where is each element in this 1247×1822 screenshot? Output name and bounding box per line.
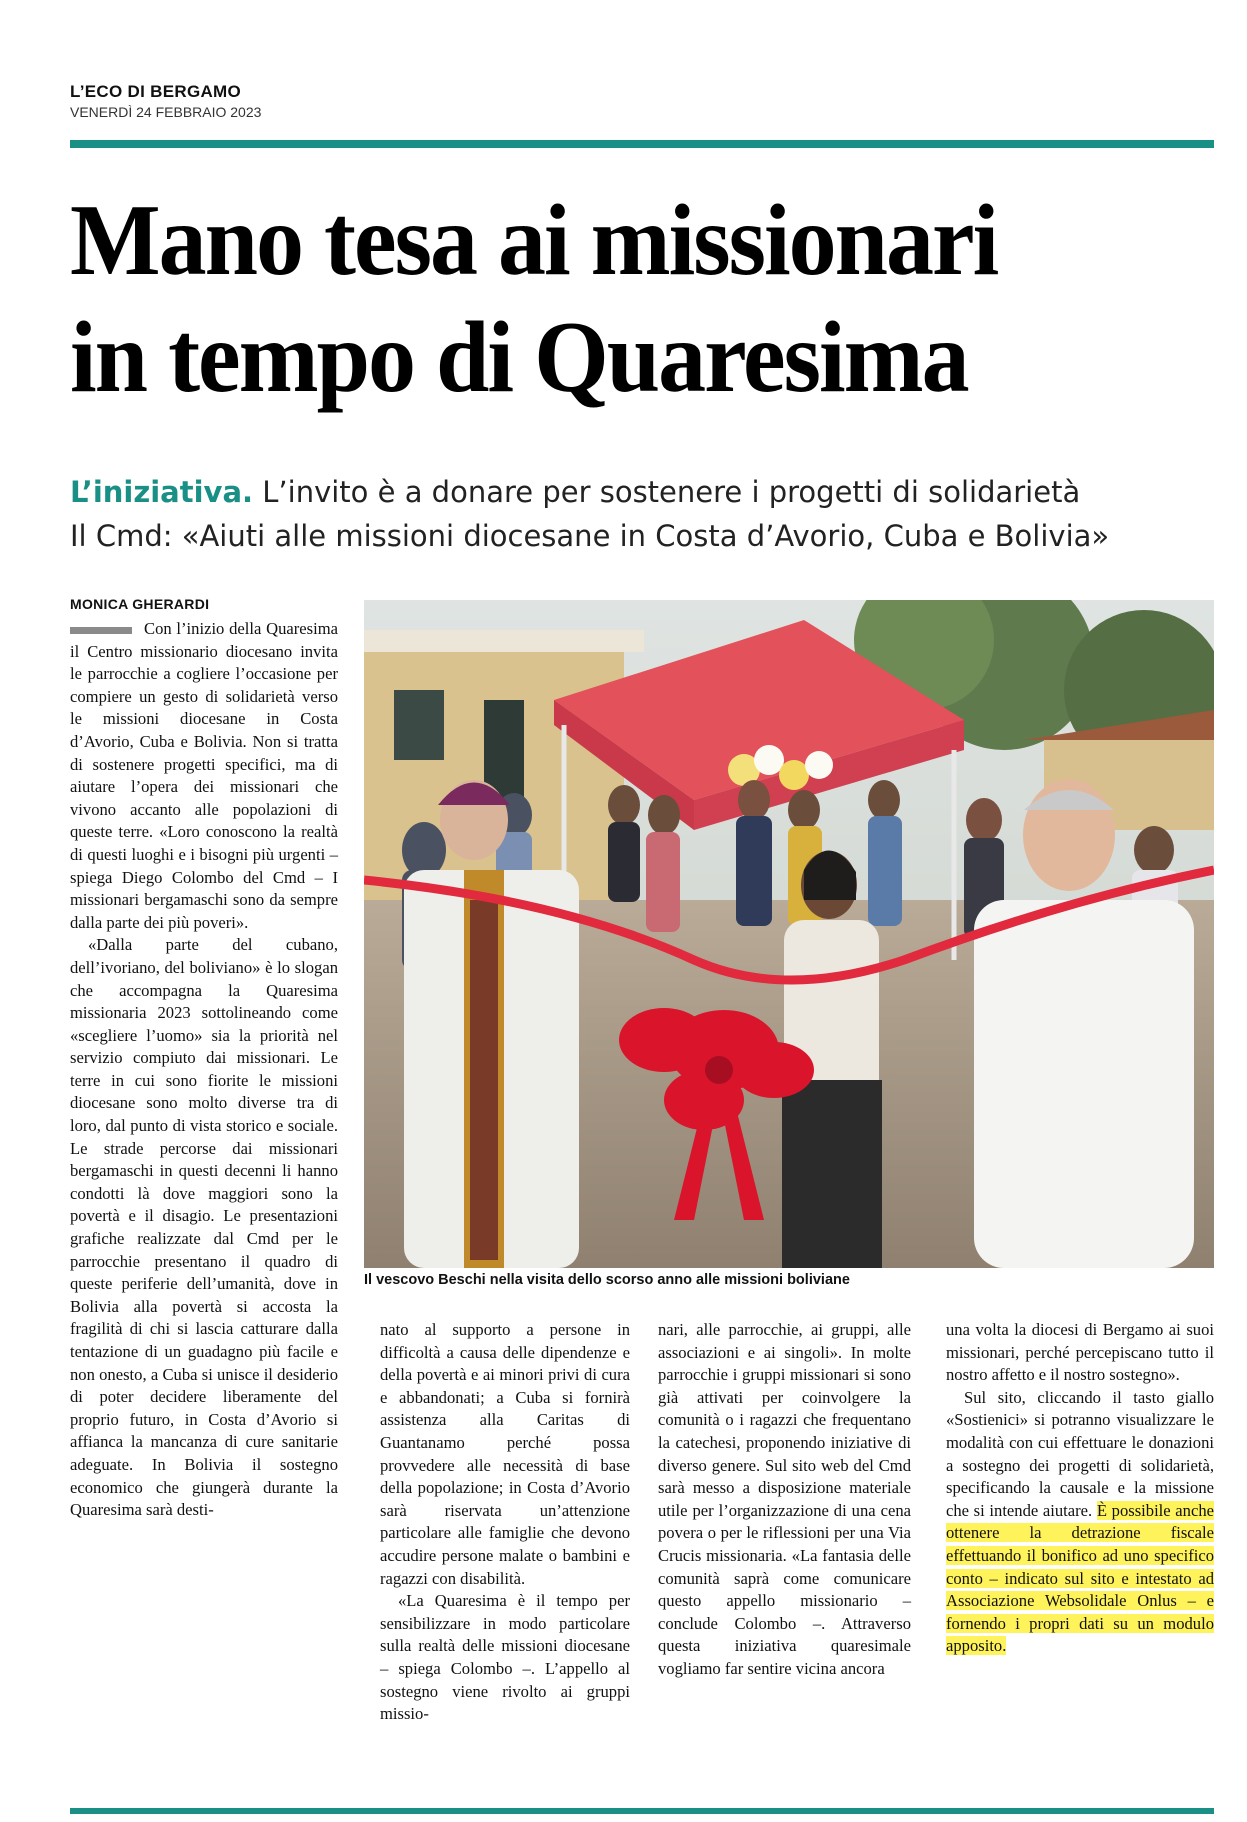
headline [70,182,1210,415]
article-paragraph: nato al supporto a persone in difficoltà a causa delle dipendenze e della povertà e ai minori privi di cura e abbandonati; a Cuba si fornirà assistenza alla Caritas di Guantanamo perché possa provvedere alle necessità di base della popolazione; in Costa d’Avorio sarà riservata un’attenzione particolare alle famiglie che devono accudire persone malate o bambini e ragazzi con disabilità. [380,1320,630,1588]
headline-line-1: Mano tesa ai missionari [70,183,998,297]
article-paragraph: una volta la diocesi di Bergamo ai suoi missionari, perché percepiscano tutto il nostro affetto e il nostro sostegno». [946,1320,1214,1385]
article-paragraph [70,618,338,934]
article-paragraph: nari, alle parrocchie, ai gruppi, alle associazioni e ai singoli». In molte parrocchie i gruppi missionari si sono già attivati per coinvolgere la comunità o i ragazzi che frequentano la catechesi, proponendo iniziative di diverso genere. Sul sito web del Cmd sarà messo a disposizione materiale utile per l’organizzazione di una cena povera o per le riflessioni per una Via Crucis missionaria. «La fantasia delle comunità saprà come comunicare questo appello missionario – conclude Colombo –. Attraverso questa iniziativa quaresimale vogliamo far sentire vicina ancora [658,1320,911,1678]
article-photo [364,600,1214,1268]
article-paragraph: «Dalla parte del cubano, dell’ivoriano, del boliviano» è lo slogan che accompagna la Quaresima missionaria 2023 sottolineando come «scegliere l’uomo» sia la priorità nel servizio compiuto dai missionari. Le terre in cui sono fiorite le missioni diocesane sono molto diverse tra di loro, dal punto di vista storico e sociale. Le strade percorse dai missionari bergamaschi in questi decenni li hanno condotti là dove maggiori sono la povertà e il disagio. Le presentazioni grafiche realizzate dal Cmd per le parrocchie presentano il quadro di queste periferie dell’umanità, dove in Bolivia alla povertà si accosta la fragilità di chi si lascia catturare dalla tentazione di un guadagno più facile e non onesto, a Cuba si unisce il desiderio di poter decidere liberamente del proprio futuro, in Costa d’Avorio si affianca la mancanza di cure sanitarie adeguate. In Bolivia il sostegno economico che giungerà durante la Quaresima sarà desti- [70,935,338,1520]
article-column-2 [380,1319,630,1726]
subhead-line-1-text: L’invito è a donare per sostenere i progetti di solidarietà [253,475,1081,509]
photo-ribbon-cutting [364,600,1214,1268]
subheadline [70,470,1220,558]
subhead-line-2: Il Cmd: «Aiuti alle missioni diocesane in Costa d’Avorio, Cuba e Bolivia» [70,519,1110,553]
footer-divider [70,1808,1214,1814]
subhead-kicker: L’iniziativa. [70,475,254,509]
paragraph-text: Sul sito, cliccando il tasto giallo «Sostienici» si potranno visualizzare le modalità con cui effettuare le donazioni a sostegno dei progetti di solidarietà, specificando la causale e la missione che si intende aiutare. [946,1387,1214,1520]
article-column-4 [946,1319,1214,1658]
highlighted-text: È possibile anche ottenere la detrazione fiscale effettuando il bonifico ad uno specifico conto – indicato sul sito e intestato ad Associazione Websolidale Onlus – e fornendo i propri dati su un modulo apposito. [946,1500,1214,1656]
header-divider [70,140,1214,148]
masthead [70,82,261,120]
headline-line-2: in tempo di Quaresima [70,299,968,414]
issue-date: VENERDÌ 24 FEBBRAIO 2023 [70,104,262,120]
paragraph-text: Con l’inizio della Quaresima il Centro missionario diocesano invita le parrocchie a cogliere l’occasione per compiere un gesto di solidarietà verso le missioni diocesane in Costa d’Avorio, Cuba e Bolivia. Non si tratta di sostenere progetti specifici, ma di aiutare l’opera dei missionari che vivono accanto alle popolazioni di queste terre. «Loro conoscono la realtà di questi luoghi e i bisogni più urgenti – spiega Diego Colombo del Cmd – I missionari bergamaschi sono da sempre dalla parte dei più poveri». [70,619,338,932]
article-column-1 [70,618,338,1522]
article-paragraph [946,1387,1214,1658]
article-paragraph: «La Quaresima è il tempo per sensibilizzare in modo particolare sulla realtà delle missioni diocesane – spiega Colombo –. L’appello al sostegno viene rivolto ai gruppi missio- [380,1591,630,1724]
subhead-line-1 [70,470,1220,514]
photo-caption: Il vescovo Beschi nella visita dello scorso anno alle missioni boliviane [364,1272,850,1288]
newspaper-name: L’ECO DI BERGAMO [70,82,242,101]
lead-bar [70,627,132,634]
byline: MONICA GHERARDI [70,596,210,612]
article-column-3 [658,1319,911,1681]
